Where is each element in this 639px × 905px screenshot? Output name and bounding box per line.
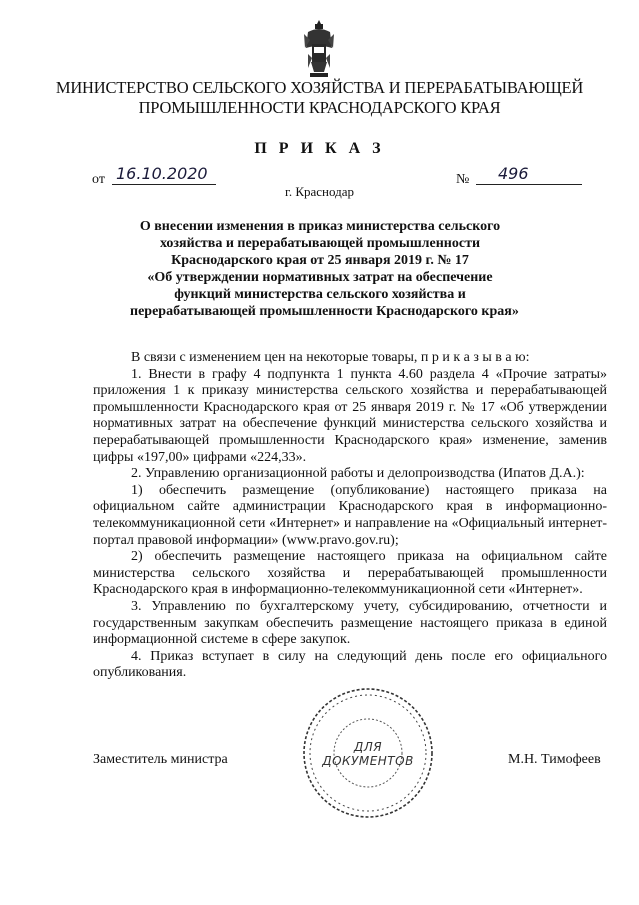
item-4-paragraph: 4. Приказ вступает в силу на следующий день после его официального опубликования. [93,648,607,681]
signer-name: М.Н. Тимофеев [508,752,601,767]
item-1-paragraph: 1. Внести в графу 4 подпункта 1 пункта 4.60 раздела 4 «Прочие затраты» приложения 1 к приказу министерства сельского хозяйства и перерабатывающей промышленности Краснодарского края от 25 января 2019 г. № 17 «Об утверждении нормативных затрат на обеспечение функций министерства сельского хозяйства и перерабатывающей промышленности Краснодарского края» изменение, заменив цифры «197,00» цифрами «224,33». [93,366,607,465]
subject-line-2: хозяйства и перерабатывающей промышленности [159,236,481,251]
number-label: № [456,172,470,187]
subject-line-5: функций министерства сельского хозяйства и [174,287,466,302]
item-2-1-paragraph: 1) обеспечить размещение (опубликование) настоящего приказа на официальном сайте администрации Краснодарского края в информационно-телекоммуникационной сети «Интернет» и направление на «Официальный интернет-портал правовой информации» (www.pravo.gov.ru); [93,482,607,548]
intro-paragraph: В связи с изменением цен на некоторые товары, п р и к а з ы в а ю: [131,350,530,365]
date-label: от [92,172,105,187]
order-body [93,350,607,682]
subject-line-1: О внесении изменения в приказ министерства сельского [139,219,501,234]
subject-line-4: «Об утверждении нормативных затрат на обеспечение [147,270,493,285]
order-title: П Р И К А З [254,140,385,157]
stamp-line-2: ДОКУМЕНТОВ [322,754,414,768]
coat-of-arms-icon [302,18,336,80]
date-value: 16.10.2020 [112,164,216,185]
ministry-name [0,78,639,118]
item-2-2-paragraph: 2) обеспечить размещение настоящего приказа на официальном сайте министерства сельского хозяйства и перерабатывающей промышленности Краснодарского края в информационно-телекоммуникационной сети «Интернет». [93,549,607,598]
stamp-text [301,740,435,768]
subject-line-3: Краснодарского края от 25 января 2019 г. № 17 [171,253,469,268]
ministry-line-2: ПРОМЫШЛЕННОСТИ КРАСНОДАРСКОГО КРАЯ [138,98,501,117]
item-2-paragraph: 2. Управлению организационной работы и делопроизводства (Ипатов Д.А.): [131,466,585,482]
order-subject [130,218,519,320]
stamp-line-1: ДЛЯ [353,740,383,754]
number-value: 496 [476,164,582,185]
city: г. Краснодар [284,184,355,199]
signer-title: Заместитель министра [93,752,228,767]
subject-line-6: перерабатывающей промышленности Краснодарского края» [130,304,519,319]
ministry-line-1: МИНИСТЕРСТВО СЕЛЬСКОГО ХОЗЯЙСТВА И ПЕРЕРАБАТЫВАЮЩЕЙ [55,78,584,97]
item-3-paragraph: 3. Управлению по бухгалтерскому учету, субсидированию, отчетности и государственным закупкам обеспечить размещение настоящего приказа в единой информационной системе в сфере закупок. [93,598,607,648]
